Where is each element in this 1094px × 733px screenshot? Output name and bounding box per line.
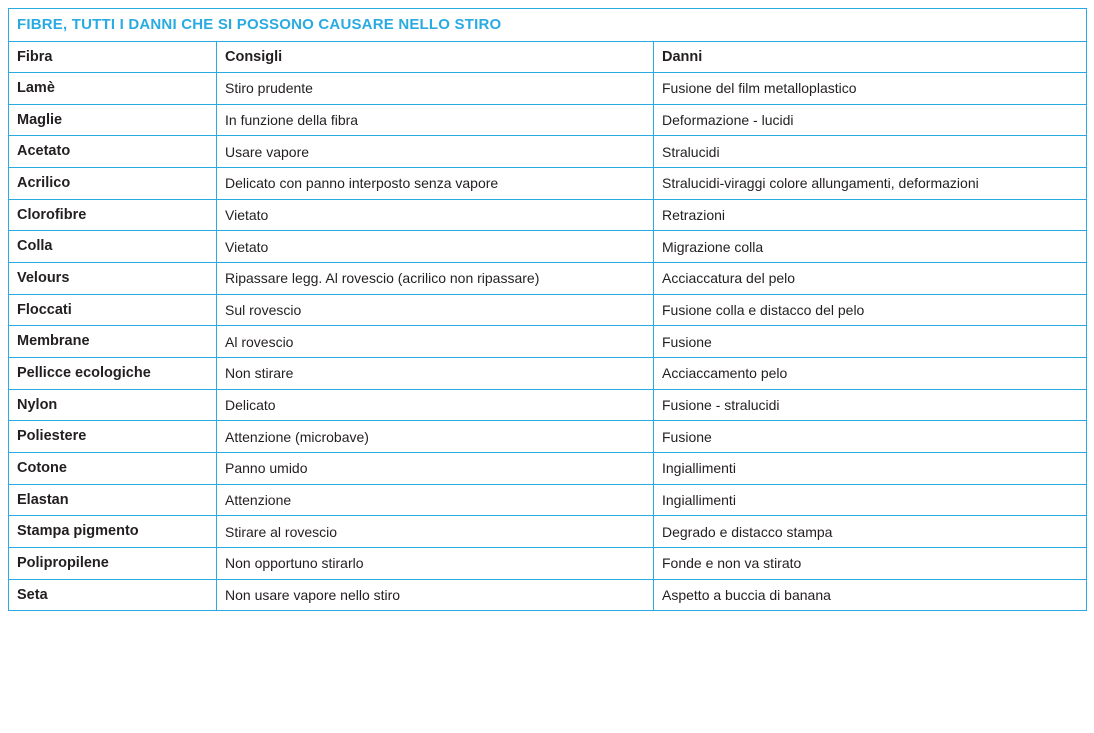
table-row <box>9 421 1087 453</box>
cell-consigli: Delicato <box>217 389 654 421</box>
table-row <box>9 231 1087 263</box>
table-row <box>9 484 1087 516</box>
cell-consigli: Attenzione (microbave) <box>217 421 654 453</box>
cell-danni: Ingiallimenti <box>654 484 1087 516</box>
cell-consigli: Attenzione <box>217 484 654 516</box>
cell-danni: Fusione - stralucidi <box>654 389 1087 421</box>
table-body <box>9 73 1087 611</box>
table-row <box>9 136 1087 168</box>
cell-consigli: Usare vapore <box>217 136 654 168</box>
cell-consigli: Al rovescio <box>217 326 654 358</box>
cell-danni: Fusione <box>654 421 1087 453</box>
cell-fibra: Lamè <box>9 73 217 105</box>
cell-consigli: In funzione della fibra <box>217 104 654 136</box>
column-header-fibra: Fibra <box>9 42 217 73</box>
table-row <box>9 168 1087 200</box>
cell-fibra: Colla <box>9 231 217 263</box>
table-row <box>9 516 1087 548</box>
cell-fibra: Nylon <box>9 389 217 421</box>
cell-fibra: Pellicce ecologiche <box>9 358 217 390</box>
cell-danni: Acciaccamento pelo <box>654 358 1087 390</box>
cell-fibra: Velours <box>9 263 217 295</box>
cell-consigli: Non opportuno stirarlo <box>217 548 654 580</box>
table-row <box>9 199 1087 231</box>
table-row <box>9 263 1087 295</box>
page-title: FIBRE, TUTTI I DANNI CHE SI POSSONO CAUSARE NELLO STIRO <box>17 16 502 33</box>
cell-consigli: Non usare vapore nello stiro <box>217 579 654 611</box>
cell-danni: Fusione <box>654 326 1087 358</box>
table-row <box>9 579 1087 611</box>
cell-consigli: Vietato <box>217 231 654 263</box>
cell-fibra: Cotone <box>9 453 217 485</box>
cell-consigli: Delicato con panno interposto senza vapore <box>217 168 654 200</box>
cell-danni: Stralucidi-viraggi colore allungamenti, deformazioni <box>654 168 1087 200</box>
cell-danni: Stralucidi <box>654 136 1087 168</box>
table-row <box>9 389 1087 421</box>
column-header-consigli: Consigli <box>217 42 654 73</box>
column-header-danni: Danni <box>654 42 1087 73</box>
cell-fibra: Clorofibre <box>9 199 217 231</box>
cell-consigli: Non stirare <box>217 358 654 390</box>
cell-fibra: Floccati <box>9 294 217 326</box>
cell-danni: Fusione colla e distacco del pelo <box>654 294 1087 326</box>
cell-consigli: Panno umido <box>217 453 654 485</box>
cell-danni: Degrado e distacco stampa <box>654 516 1087 548</box>
cell-danni: Deformazione - lucidi <box>654 104 1087 136</box>
cell-danni: Aspetto a buccia di banana <box>654 579 1087 611</box>
table-row <box>9 294 1087 326</box>
table-row <box>9 326 1087 358</box>
column-header-row <box>9 42 1087 73</box>
cell-fibra: Acetato <box>9 136 217 168</box>
cell-fibra: Elastan <box>9 484 217 516</box>
cell-fibra: Seta <box>9 579 217 611</box>
title-cell <box>9 9 1087 42</box>
table-row <box>9 73 1087 105</box>
cell-fibra: Acrilico <box>9 168 217 200</box>
cell-danni: Retrazioni <box>654 199 1087 231</box>
table-row <box>9 548 1087 580</box>
title-row <box>9 9 1087 42</box>
cell-consigli: Ripassare legg. Al rovescio (acrilico non ripassare) <box>217 263 654 295</box>
cell-danni: Ingiallimenti <box>654 453 1087 485</box>
cell-fibra: Maglie <box>9 104 217 136</box>
cell-consigli: Stirare al rovescio <box>217 516 654 548</box>
cell-danni: Acciaccatura del pelo <box>654 263 1087 295</box>
table-row <box>9 358 1087 390</box>
cell-danni: Fonde e non va stirato <box>654 548 1087 580</box>
cell-consigli: Stiro prudente <box>217 73 654 105</box>
table-head <box>9 9 1087 73</box>
cell-fibra: Stampa pigmento <box>9 516 217 548</box>
table-row <box>9 104 1087 136</box>
cell-fibra: Poliestere <box>9 421 217 453</box>
cell-fibra: Membrane <box>9 326 217 358</box>
fiber-damage-table <box>8 8 1087 611</box>
cell-consigli: Sul rovescio <box>217 294 654 326</box>
cell-consigli: Vietato <box>217 199 654 231</box>
cell-danni: Migrazione colla <box>654 231 1087 263</box>
cell-fibra: Polipropilene <box>9 548 217 580</box>
cell-danni: Fusione del film metalloplastico <box>654 73 1087 105</box>
table-row <box>9 453 1087 485</box>
